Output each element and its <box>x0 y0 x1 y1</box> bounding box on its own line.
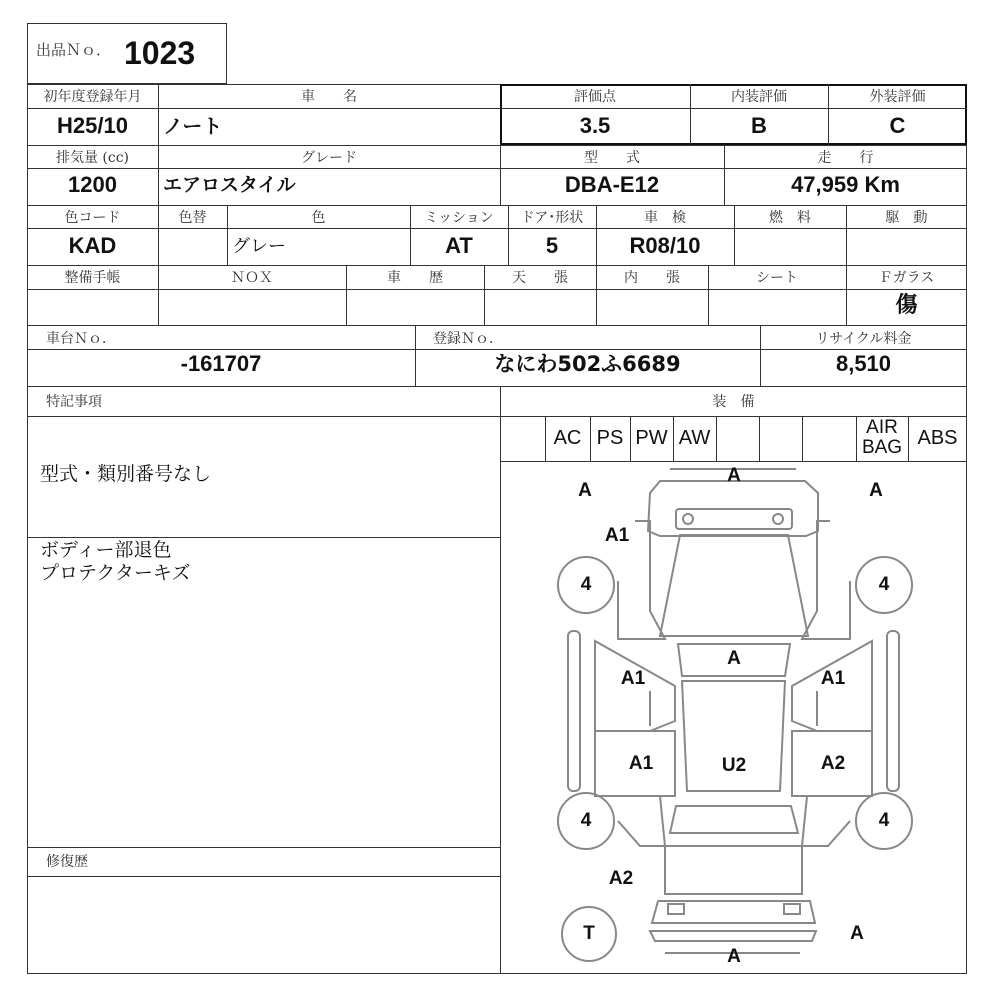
color-label: 色 <box>311 210 326 226</box>
plate-label: 登録Ｎｏ． <box>433 331 503 347</box>
damage-rear-door-left: A1 <box>628 753 654 774</box>
door-value: 5 <box>545 233 559 258</box>
equipment-abs: ABS <box>917 427 958 449</box>
recycle-label: リサイクル料金 <box>815 331 912 347</box>
hood-shape <box>660 535 808 636</box>
chassis-label: 車台Ｎｏ． <box>46 331 116 347</box>
plate-value: なにわ502ふ6689 <box>494 352 681 376</box>
remarks-line-3: プロテクターキズ <box>40 562 191 584</box>
seat-label: シート <box>756 270 798 286</box>
equipment-label: 装 備 <box>712 394 755 410</box>
chassis-value: -161707 <box>180 351 262 376</box>
equipment-pw: PW <box>635 427 668 449</box>
remarks-label: 特記事項 <box>46 394 102 410</box>
inspection-value: R08/10 <box>629 233 701 258</box>
equipment-aw: AW <box>678 427 711 449</box>
equipment-ac: AC <box>553 427 582 449</box>
damage-floor-center: U2 <box>721 755 747 776</box>
remarks-line-2: ボディー部退色 <box>40 539 172 561</box>
inspection-label: 車 検 <box>644 210 686 226</box>
fuel-label: 燃 料 <box>769 210 811 226</box>
history-label: 車 歴 <box>387 270 443 286</box>
drive-label: 駆 動 <box>885 210 928 226</box>
damage-rear-center: A <box>727 946 741 967</box>
color-value: グレー <box>232 236 286 257</box>
damage-rear-door-right: A2 <box>820 753 846 774</box>
repair-history-label: 修復歴 <box>46 854 88 870</box>
car-name-label: 車 名 <box>301 89 357 105</box>
lot-label: 出品Ｎｏ． <box>36 41 112 59</box>
damage-spare-tire: T <box>583 923 595 944</box>
mission-label: ミッション <box>424 210 494 226</box>
car-damage-diagram <box>500 461 967 974</box>
damage-front-left: A <box>578 480 592 501</box>
damage-a-pillar-left: A1 <box>604 525 630 546</box>
door-label: ドア･形状 <box>520 210 584 226</box>
exterior-value: C <box>889 113 906 138</box>
exterior-label: 外装評価 <box>869 89 926 105</box>
damage-front-door-right: A1 <box>820 668 846 689</box>
damage-roof: A <box>727 648 741 669</box>
damage-tire-front-left: 4 <box>580 574 592 595</box>
repaint-label: 色替 <box>178 210 207 226</box>
first-reg-value: H25/10 <box>57 113 128 138</box>
damage-front-door-left: A1 <box>620 668 646 689</box>
equipment-ps: PS <box>596 427 624 449</box>
displacement-label: 排気量 (cc) <box>55 150 130 166</box>
score-value: 3.5 <box>579 113 611 138</box>
mileage-value: 47,959 Km <box>791 172 900 197</box>
color-code-value: KAD <box>68 233 117 258</box>
displacement-value: 1200 <box>68 172 117 197</box>
color-code-label: 色コード <box>64 210 121 226</box>
damage-rear-right: A <box>850 923 864 944</box>
damage-front-right: A <box>869 480 883 501</box>
interior-value: B <box>751 113 767 138</box>
interior-trim-label: 内 張 <box>624 270 680 286</box>
damage-front-center: A <box>727 465 741 486</box>
mission-value: AT <box>445 233 473 258</box>
lot-number: 1023 <box>124 35 196 71</box>
score-label: 評価点 <box>574 89 616 105</box>
model-label: 型 式 <box>584 150 640 166</box>
recycle-value: 8,510 <box>835 351 892 376</box>
roof-label: 天 張 <box>512 270 568 286</box>
remarks-line-1: 型式・類別番号なし <box>40 463 212 485</box>
glass-value: 傷 <box>895 293 918 318</box>
damage-tire-front-right: 4 <box>878 574 890 595</box>
equipment-airbag: AIR BAG <box>861 417 903 458</box>
grade-value: エアロスタイル <box>163 174 296 196</box>
damage-rear-quarter-left: A2 <box>608 868 634 889</box>
maintenance-label: 整備手帳 <box>64 270 121 286</box>
damage-tire-rear-right: 4 <box>878 810 890 831</box>
model-value: DBA-E12 <box>564 172 660 197</box>
damage-tire-rear-left: 4 <box>580 810 592 831</box>
car-name-value: ノート <box>163 114 223 138</box>
glass-label: Ｆガラス <box>878 270 935 286</box>
grade-label: グレード <box>301 150 357 166</box>
trunk-shape <box>665 846 802 894</box>
mileage-label: 走 行 <box>817 150 874 166</box>
first-reg-label: 初年度登録年月 <box>43 89 142 105</box>
nox-label: ＮＯＸ <box>231 270 273 286</box>
interior-label: 内装評価 <box>731 89 787 105</box>
